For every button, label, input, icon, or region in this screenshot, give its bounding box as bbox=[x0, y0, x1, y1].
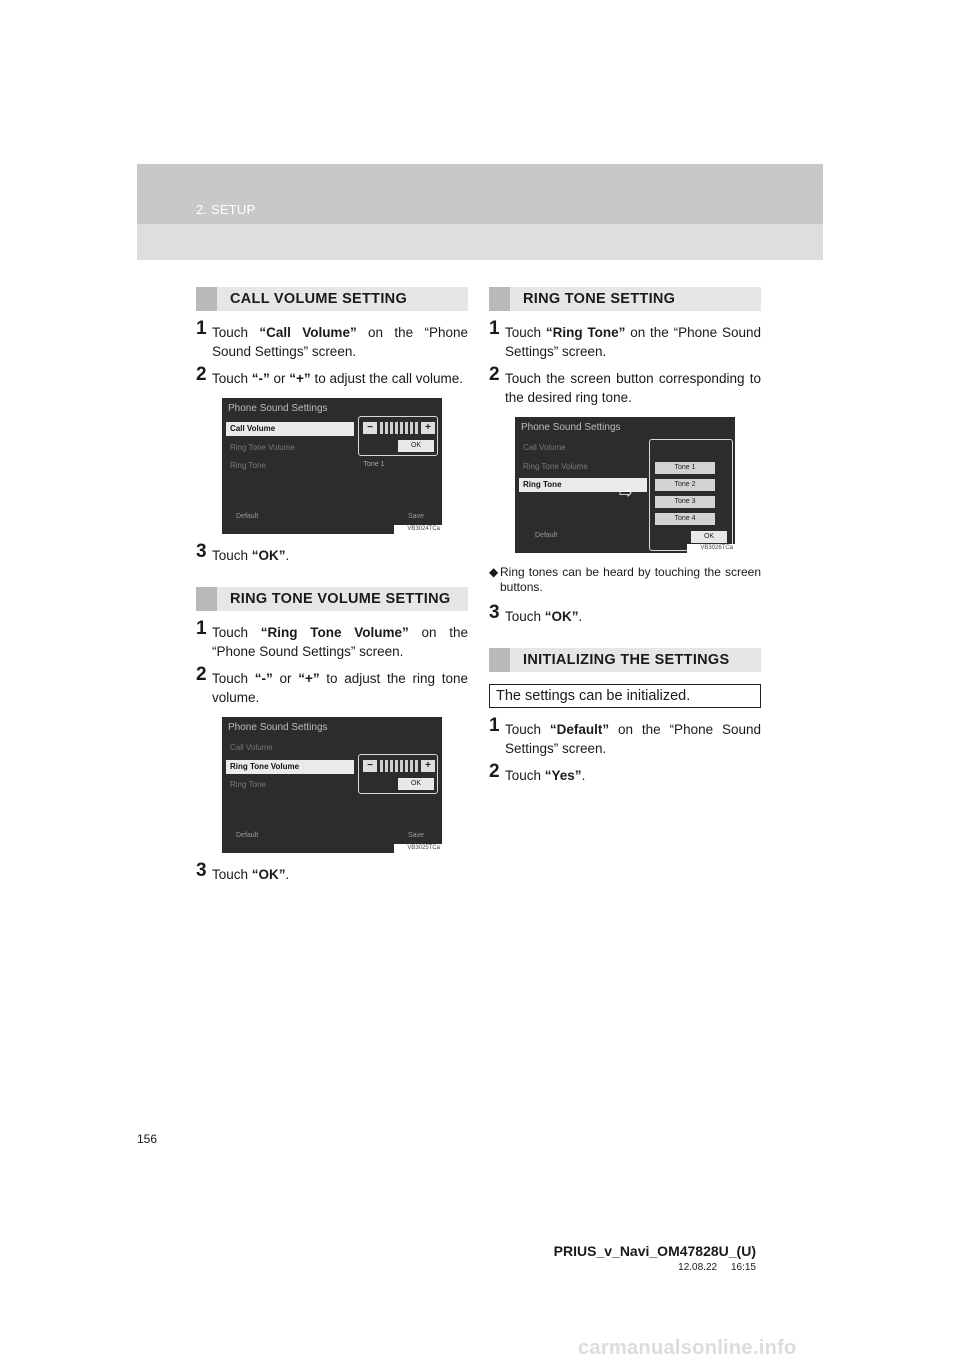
watermark: carmanualsonline.info bbox=[578, 1337, 797, 1358]
page-number: 156 bbox=[137, 1132, 158, 1146]
step: 2 Touch “-” or “+” to adjust the ring tone volume. bbox=[196, 664, 468, 705]
step: 1 Touch “Ring Tone” on the “Phone Sound Settings” screen. bbox=[489, 318, 762, 359]
minus-icon: − bbox=[363, 760, 377, 772]
step: 3 Touch “OK”. bbox=[196, 541, 290, 563]
plus-icon: + bbox=[421, 760, 435, 772]
plus-icon: + bbox=[421, 422, 435, 434]
section-heading-initializing: INITIALIZING THE SETTINGS bbox=[489, 648, 761, 672]
volume-slider bbox=[380, 760, 420, 772]
ok-button: OK bbox=[691, 531, 727, 543]
info-box: The settings can be initialized. bbox=[489, 684, 761, 708]
step: 2 Touch “Yes”. bbox=[489, 761, 586, 783]
step: 3 Touch “OK”. bbox=[196, 860, 290, 882]
screenshot-ring-tone: Phone Sound Settings Call Volume Ring Tone Volume Ring Tone Tone 1 Tone 2 Tone 3 Tone 4 ⇨ OK Default VB3026TCa bbox=[515, 417, 735, 553]
section-heading-ring-tone: RING TONE SETTING bbox=[489, 287, 761, 311]
step: 1 Touch “Ring Tone Volume” on the “Phone Sound Settings” screen. bbox=[196, 618, 468, 659]
heading-marker bbox=[489, 648, 510, 672]
tone-button: Tone 3 bbox=[655, 496, 715, 508]
step: 2 Touch the screen button corresponding to the desired ring tone. bbox=[489, 364, 761, 405]
step: 1 Touch “Default” on the “Phone Sound Settings” screen. bbox=[489, 715, 762, 756]
tone-button: Tone 2 bbox=[655, 479, 715, 491]
left-column bbox=[196, 287, 468, 884]
arrow-right-icon: ⇨ bbox=[619, 485, 633, 502]
section-breadcrumb: 2. SETUP bbox=[196, 202, 256, 217]
step: 2 Touch “-” or “+” to adjust the call volume. bbox=[196, 364, 464, 386]
tone-button: Tone 1 bbox=[655, 462, 715, 474]
step: 1 Touch “Call Volume” on the “Phone Sound Settings” screen. bbox=[196, 318, 468, 359]
right-column bbox=[489, 287, 761, 785]
volume-slider bbox=[380, 422, 420, 434]
timestamp: 12.08.22 16:15 bbox=[678, 1262, 756, 1273]
screenshot-call-volume: Phone Sound Settings Call Volume Ring Tone Volume Ring Tone − + OK Tone 1 Default Save VB3024TCa bbox=[222, 398, 442, 534]
document-id: PRIUS_v_Navi_OM47828U_(U) bbox=[553, 1243, 756, 1259]
ok-button: OK bbox=[398, 778, 434, 790]
heading-marker bbox=[196, 587, 217, 611]
minus-icon: − bbox=[363, 422, 377, 434]
step: 3 Touch “OK”. bbox=[489, 602, 583, 624]
heading-marker bbox=[489, 287, 510, 311]
section-heading-call-volume: CALL VOLUME SETTING bbox=[196, 287, 468, 311]
heading-marker bbox=[196, 287, 217, 311]
header-subband bbox=[137, 224, 823, 260]
note-bullet: ◆ Ring tones can be heard by touching the screen buttons. bbox=[489, 565, 761, 594]
section-heading-ring-tone-volume: RING TONE VOLUME SETTING bbox=[196, 587, 468, 611]
tone-button: Tone 4 bbox=[655, 513, 715, 525]
screenshot-ring-tone-volume: Phone Sound Settings Call Volume Ring Tone Volume Ring Tone − + OK Default Save VB3025TCa bbox=[222, 717, 442, 853]
ok-button: OK bbox=[398, 440, 434, 452]
bullet-icon: ◆ bbox=[489, 565, 499, 579]
